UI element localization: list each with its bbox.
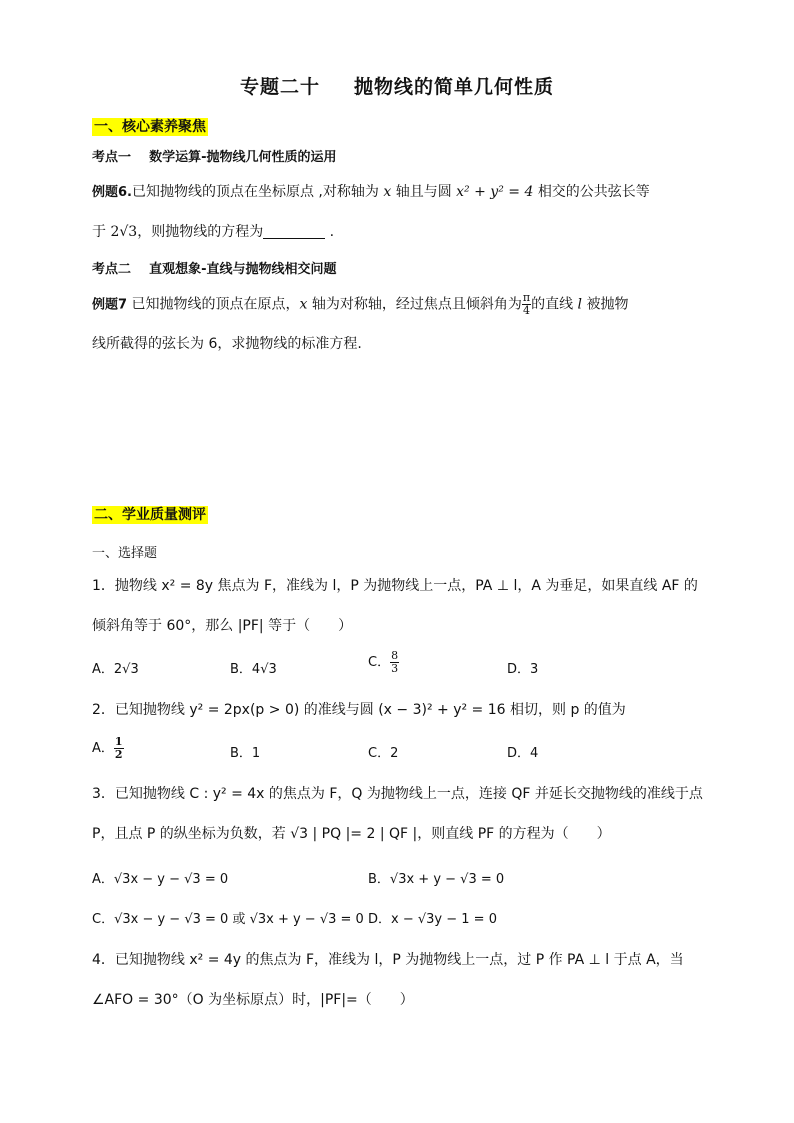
- ex6-line1: [92, 182, 650, 203]
- title-part1: 专题二十: [239, 76, 320, 98]
- ex6-label: 例题6.: [92, 185, 132, 200]
- q2-option-a: [92, 736, 124, 761]
- q1-option-d: D．3: [507, 662, 539, 677]
- section1-heading: 一、核心素养聚焦: [94, 119, 206, 135]
- q2-line1: 2．已知抛物线 y² = 2px(p > 0) 的准线与圆 (x − 3)² + y² = 16 相切，则 p 的值为: [92, 702, 626, 718]
- ex7-x: x: [299, 296, 308, 313]
- ex7-angle-den: 4: [522, 304, 530, 317]
- title-part2: 抛物线的简单几何性质: [354, 76, 555, 98]
- ex6-x: x: [383, 184, 392, 200]
- q1-line1: 1．抛物线 x² = 8y 焦点为 F，准线为 l，P 为抛物线上一点，PA ⊥ l，A 为垂足，如果直线 AF 的: [92, 578, 698, 594]
- ex7-angle-num: π: [522, 291, 531, 304]
- q3-line2: P，且点 P 的纵坐标为负数，若 √3 | PQ |= 2 | QF |，则直线 PF 的方程为（ ）: [92, 826, 611, 842]
- q1-option-a: A．2√3: [92, 662, 139, 677]
- ex6-text-b: 轴且与圆: [395, 184, 452, 200]
- ex7-label: 例题7: [92, 297, 128, 313]
- section2-heading-wrap: [92, 504, 208, 524]
- q4-line1: 4．已知抛物线 x² = 4y 的焦点为 F，准线为 l，P 为抛物线上一点，过 P 作 PA ⊥ l 于点 A，当: [92, 952, 684, 968]
- kaodian1: [92, 146, 337, 165]
- q2-option-a-label: A．: [92, 741, 114, 756]
- ex6-text-e: ，则抛物线的方程为: [137, 224, 264, 240]
- kaodian1-text: 数学运算-抛物线几何性质的运用: [149, 150, 337, 165]
- ex7-line1: [92, 292, 628, 317]
- q2-a-den: 2: [114, 748, 123, 761]
- ex6-text-d: 于: [92, 224, 106, 240]
- kaodian1-label: 考点一: [92, 150, 132, 165]
- page-title: [0, 72, 794, 99]
- q1-line2: 倾斜角等于 60°，那么 |PF| 等于（ ）: [92, 618, 353, 634]
- ex6-text-f: .: [329, 224, 335, 240]
- q2-option-b: B．1: [230, 746, 261, 761]
- q1-option-b: B．4√3: [230, 662, 277, 677]
- q2-a-num: 1: [114, 735, 123, 748]
- ex7-text-b: 轴为对称轴，经过焦点且倾斜角为: [311, 296, 522, 313]
- ex7-line2: 线所截得的弦长为 6，求抛物线的标准方程.: [92, 336, 362, 352]
- ex7-text-d: 被抛物: [586, 296, 629, 313]
- q1-c-den: 3: [391, 662, 399, 675]
- q3-option-a: A．√3x − y − √3 = 0: [92, 872, 229, 887]
- q1-option-c-fraction: [390, 650, 399, 675]
- section1-heading-wrap: [92, 116, 208, 136]
- ex7-angle-fraction: [522, 292, 531, 317]
- section2-heading: 二、学业质量测评: [94, 507, 206, 523]
- ex6-text-c: 相交的公共弦长等: [537, 184, 650, 200]
- answer-blank: [263, 224, 325, 239]
- ex7-text-a: 已知抛物线的顶点在原点，: [131, 296, 300, 313]
- kaodian2-label: 考点二: [92, 262, 132, 277]
- ex6-text-a: 已知抛物线的顶点在坐标原点 ,对称轴为: [131, 184, 379, 200]
- q3-option-c: C．√3x − y − √3 = 0 或 √3x + y − √3 = 0: [92, 912, 364, 927]
- q3-option-b: B．√3x + y − √3 = 0: [368, 872, 505, 887]
- q1-option-c-label: C．: [368, 655, 391, 670]
- choice-heading: 一、选择题: [92, 546, 158, 561]
- q1-option-c: [368, 650, 399, 675]
- ex6-circle-eq: x² + y² = 4: [456, 184, 534, 200]
- ex6-chord: 2√3: [110, 224, 138, 240]
- ex7-text-c: 的直线: [531, 296, 574, 313]
- q2-option-d: D．4: [507, 746, 539, 761]
- ex7-l: l: [577, 296, 583, 313]
- kaodian2-text: 直观想象-直线与抛物线相交问题: [149, 262, 337, 277]
- kaodian2: [92, 258, 337, 277]
- q2-option-c: C．2: [368, 746, 399, 761]
- q1-c-num: 8: [391, 649, 399, 662]
- q3-option-d: D．x − √3y − 1 = 0: [368, 912, 497, 927]
- ex6-line2: [92, 222, 334, 242]
- q2-option-a-fraction: [114, 736, 124, 761]
- q3-line1: 3．已知抛物线 C : y² = 4x 的焦点为 F，Q 为抛物线上一点，连接 QF 并延长交抛物线的准线于点: [92, 786, 703, 802]
- q4-line2: ∠AFO = 30°（O 为坐标原点）时，|PF|=（ ）: [92, 992, 414, 1008]
